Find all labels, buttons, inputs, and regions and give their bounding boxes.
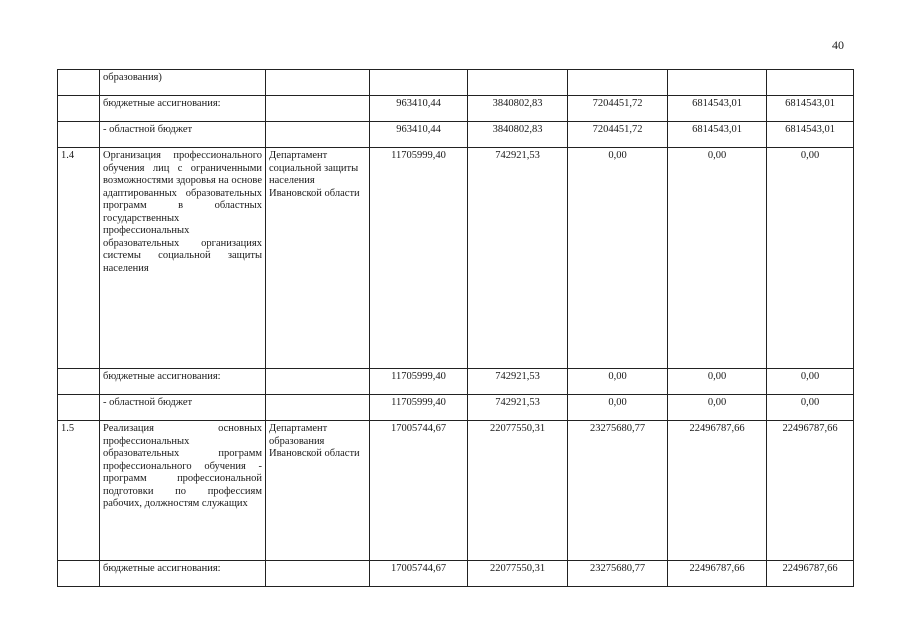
value-cell: 6814543,01: [668, 122, 767, 148]
value-cell: 6814543,01: [767, 122, 854, 148]
row-number-cell: [58, 395, 100, 421]
value-cell: 0,00: [568, 395, 668, 421]
value-cell: [767, 70, 854, 96]
row-name-cell: - областной бюджет: [100, 122, 266, 148]
budget-table: [57, 69, 854, 587]
value-cell: 742921,53: [468, 148, 568, 369]
value-cell: 0,00: [668, 395, 767, 421]
row-executor-cell: [266, 395, 370, 421]
row-number-cell: [58, 122, 100, 148]
value-cell: 3840802,83: [468, 122, 568, 148]
value-cell: 0,00: [568, 369, 668, 395]
table-row: [58, 70, 854, 96]
table-row: [58, 148, 854, 369]
table-row: [58, 369, 854, 395]
row-number-cell: 1.4: [58, 148, 100, 369]
row-executor-cell: Департамент социальной защиты населения Ивановской области: [266, 148, 370, 369]
row-name-cell: бюджетные ассигнования:: [100, 561, 266, 587]
value-cell: 0,00: [668, 369, 767, 395]
value-cell: 11705999,40: [370, 369, 468, 395]
row-executor-cell: [266, 369, 370, 395]
value-cell: 0,00: [767, 148, 854, 369]
row-name-cell: Реализация основных профессиональных образовательных программ профессионального обучения - программ профессиональной подготовки по профессиям рабочих, должностям служащих: [100, 421, 266, 561]
table-row: [58, 395, 854, 421]
row-name-cell: бюджетные ассигнования:: [100, 369, 266, 395]
page-number: 40: [832, 38, 844, 52]
value-cell: 7204451,72: [568, 96, 668, 122]
row-name-cell: Организация профессионального обучения лиц с ограниченными возможностями здоровья на основе адаптированных образовательных программ в областных государственных профессиональных образовательных организациях системы социальной защиты населения: [100, 148, 266, 369]
row-executor-cell: Департамент образования Ивановской области: [266, 421, 370, 561]
row-executor-cell: [266, 122, 370, 148]
value-cell: 11705999,40: [370, 395, 468, 421]
row-name-cell: образования): [100, 70, 266, 96]
row-executor-cell: [266, 96, 370, 122]
row-name-cell: - областной бюджет: [100, 395, 266, 421]
value-cell: 22496787,66: [668, 561, 767, 587]
row-executor-cell: [266, 561, 370, 587]
value-cell: 963410,44: [370, 122, 468, 148]
value-cell: 22496787,66: [668, 421, 767, 561]
value-cell: 0,00: [568, 148, 668, 369]
value-cell: 22077550,31: [468, 561, 568, 587]
value-cell: 0,00: [668, 148, 767, 369]
row-name-cell: бюджетные ассигнования:: [100, 96, 266, 122]
value-cell: [568, 70, 668, 96]
row-number-cell: 1.5: [58, 421, 100, 561]
table-row: [58, 421, 854, 561]
value-cell: 23275680,77: [568, 561, 668, 587]
row-number-cell: [58, 96, 100, 122]
value-cell: 0,00: [767, 369, 854, 395]
value-cell: 22496787,66: [767, 561, 854, 587]
value-cell: [468, 70, 568, 96]
value-cell: 6814543,01: [767, 96, 854, 122]
value-cell: 963410,44: [370, 96, 468, 122]
table-row: [58, 122, 854, 148]
value-cell: [668, 70, 767, 96]
value-cell: 23275680,77: [568, 421, 668, 561]
value-cell: 0,00: [767, 395, 854, 421]
row-number-cell: [58, 70, 100, 96]
value-cell: 17005744,67: [370, 561, 468, 587]
value-cell: 7204451,72: [568, 122, 668, 148]
value-cell: 22077550,31: [468, 421, 568, 561]
table-row: [58, 96, 854, 122]
value-cell: 742921,53: [468, 369, 568, 395]
table-row: [58, 561, 854, 587]
value-cell: 11705999,40: [370, 148, 468, 369]
value-cell: [370, 70, 468, 96]
value-cell: 6814543,01: [668, 96, 767, 122]
value-cell: 22496787,66: [767, 421, 854, 561]
row-executor-cell: [266, 70, 370, 96]
value-cell: 3840802,83: [468, 96, 568, 122]
row-number-cell: [58, 561, 100, 587]
value-cell: 17005744,67: [370, 421, 468, 561]
row-number-cell: [58, 369, 100, 395]
value-cell: 742921,53: [468, 395, 568, 421]
